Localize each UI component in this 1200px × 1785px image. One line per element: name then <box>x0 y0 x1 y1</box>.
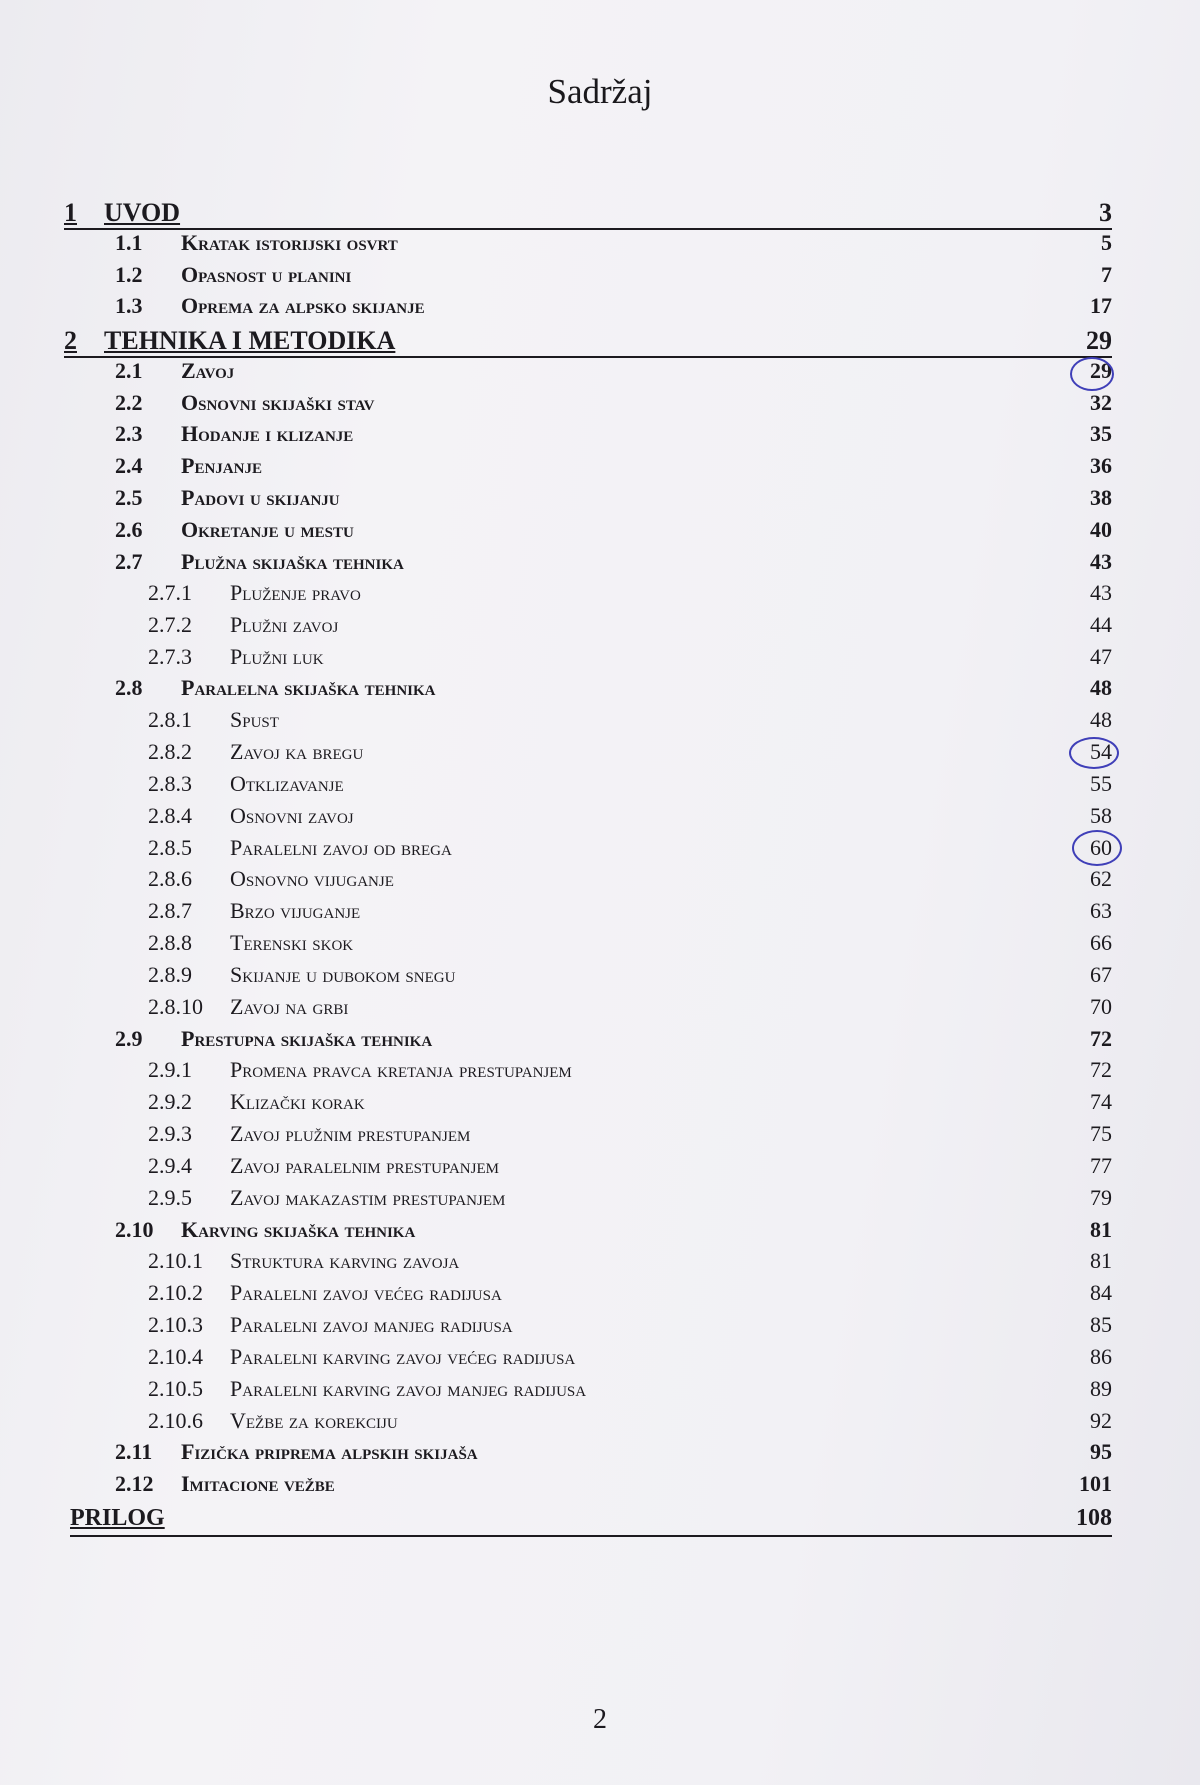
toc-section[interactable] <box>115 453 1112 483</box>
toc-section[interactable] <box>115 1026 1112 1056</box>
toc-title: Plužni zavoj <box>230 612 339 637</box>
toc-subsection[interactable] <box>148 1248 1112 1278</box>
toc-number: 2.8.10 <box>148 994 203 1019</box>
toc-title: Osnovno vijuganje <box>230 866 394 891</box>
toc-title: Kratak istorijski osvrt <box>181 230 398 255</box>
toc-number: 2.9.2 <box>148 1089 192 1114</box>
toc-page: 58 <box>1090 803 1112 828</box>
toc-subsection[interactable] <box>148 1312 1112 1342</box>
toc-number: 2.8.3 <box>148 771 192 796</box>
toc-number: 2.8.4 <box>148 803 192 828</box>
toc-page: 74 <box>1090 1089 1112 1114</box>
toc-title: Opasnost u planini <box>181 262 352 287</box>
toc-title: TEHNIKA I METODIKA <box>104 326 396 355</box>
toc-page: 29 <box>1090 358 1112 383</box>
toc-page: 67 <box>1090 962 1112 987</box>
toc-page: 66 <box>1090 930 1112 955</box>
toc-title: Okretanje u mestu <box>181 517 354 542</box>
toc-page: 95 <box>1090 1439 1112 1464</box>
toc-title: Struktura karving zavoja <box>230 1248 460 1273</box>
toc-page: 43 <box>1090 549 1112 574</box>
toc-page: 40 <box>1090 517 1112 542</box>
toc-page: 72 <box>1090 1057 1112 1082</box>
toc-title: Karving skijaška tehnika <box>181 1217 416 1242</box>
toc-section[interactable] <box>115 230 1112 260</box>
toc-subsection[interactable] <box>148 803 1112 833</box>
toc-subsection[interactable] <box>148 612 1112 642</box>
toc-subsection[interactable] <box>148 898 1112 928</box>
toc-section[interactable] <box>115 358 1112 388</box>
toc-title: Imitacione vežbe <box>181 1471 335 1496</box>
toc-subsection[interactable] <box>148 1121 1112 1151</box>
toc-page: 72 <box>1090 1026 1112 1051</box>
toc-title: Hodanje i klizanje <box>181 421 354 446</box>
toc-page: 44 <box>1090 612 1112 637</box>
toc-number: 1.2 <box>115 262 143 287</box>
toc-section[interactable] <box>115 421 1112 451</box>
toc-subsection[interactable] <box>148 771 1112 801</box>
toc-number: 2.8.2 <box>148 739 192 764</box>
toc-title: Skijanje u dubokom snegu <box>230 962 456 987</box>
toc-section[interactable] <box>115 1217 1112 1247</box>
toc-appendix[interactable] <box>70 1505 1112 1537</box>
toc-section[interactable] <box>115 390 1112 420</box>
toc-subsection[interactable] <box>148 1185 1112 1215</box>
toc-number: 2 <box>64 326 77 355</box>
toc-section[interactable] <box>115 1439 1112 1469</box>
toc-number: 2.9 <box>115 1026 143 1051</box>
toc-title: Paralelni zavoj od brega <box>230 835 452 860</box>
toc-number: 2.5 <box>115 485 143 510</box>
toc-number: 2.2 <box>115 390 143 415</box>
toc-title: Terenski skok <box>230 930 354 955</box>
toc-subsection[interactable] <box>148 1280 1112 1310</box>
toc-page: 89 <box>1090 1376 1112 1401</box>
toc-page: 48 <box>1090 675 1112 700</box>
toc-page: 5 <box>1101 230 1112 255</box>
toc-number: 2.6 <box>115 517 143 542</box>
toc-number: 2.10.4 <box>148 1344 203 1369</box>
toc-title: Vežbe za korekciju <box>230 1408 398 1433</box>
toc-title: Promena pravca kretanja prestupanjem <box>230 1057 572 1082</box>
toc-number: 2.9.3 <box>148 1121 192 1146</box>
toc-number: 2.8.6 <box>148 866 192 891</box>
toc-number: 2.8.9 <box>148 962 192 987</box>
toc-page: 38 <box>1090 485 1112 510</box>
toc-page: 32 <box>1090 390 1112 415</box>
toc-title: Spust <box>230 707 279 732</box>
toc-section[interactable] <box>115 1471 1112 1501</box>
toc-title: Padovi u skijanju <box>181 485 340 510</box>
toc-number: 2.12 <box>115 1471 154 1496</box>
toc-page: 3 <box>1099 198 1112 227</box>
toc-page: 81 <box>1090 1248 1112 1273</box>
toc-title: Zavoj <box>181 358 235 383</box>
toc-number: 1.1 <box>115 230 143 255</box>
toc-page: 7 <box>1101 262 1112 287</box>
toc-number: 2.10.5 <box>148 1376 203 1401</box>
toc-title: Fizička priprema alpskih skijaša <box>181 1439 478 1464</box>
toc-title: Penjanje <box>181 453 262 478</box>
toc-number: 2.8.8 <box>148 930 192 955</box>
toc-section[interactable] <box>115 262 1112 292</box>
toc-title: Paralelni zavoj većeg radijusa <box>230 1280 502 1305</box>
toc-subsection[interactable] <box>148 580 1112 610</box>
toc-title: Paralelna skijaška tehnika <box>181 675 436 700</box>
toc-page: 36 <box>1090 453 1112 478</box>
page-title: Sadržaj <box>547 72 653 111</box>
toc-page: 54 <box>1090 739 1112 764</box>
page-number: 2 <box>593 1704 607 1735</box>
toc-title: Plužna skijaška tehnika <box>181 549 404 574</box>
toc-title: Otklizavanje <box>230 771 344 796</box>
toc-page: 101 <box>1079 1471 1112 1496</box>
toc-page: 55 <box>1090 771 1112 796</box>
toc-title: Pluženje pravo <box>230 580 361 605</box>
toc-number: 2.11 <box>115 1439 153 1464</box>
toc-number: 2.10.3 <box>148 1312 203 1337</box>
toc-page: 17 <box>1090 293 1112 318</box>
toc-title: Plužni luk <box>230 644 324 669</box>
toc-page: 77 <box>1090 1153 1112 1178</box>
toc-section[interactable] <box>115 485 1112 515</box>
toc-number: 2.9.5 <box>148 1185 192 1210</box>
toc-number: 2.10.2 <box>148 1280 203 1305</box>
toc-page: 47 <box>1090 644 1112 669</box>
toc-number: 2.7.1 <box>148 580 192 605</box>
toc-subsection[interactable] <box>148 866 1112 896</box>
toc-title: Oprema za alpsko skijanje <box>181 293 425 318</box>
toc-page: 75 <box>1090 1121 1112 1146</box>
toc-page: 84 <box>1090 1280 1112 1305</box>
toc-page: 48 <box>1090 707 1112 732</box>
toc-title: Paralelni karving zavoj većeg radijusa <box>230 1344 576 1369</box>
toc-title: Zavoj na grbi <box>230 994 349 1019</box>
toc-number: 2.10.6 <box>148 1408 203 1433</box>
toc-title: Paralelni karving zavoj manjeg radijusa <box>230 1376 587 1401</box>
toc-title: Zavoj ka bregu <box>230 739 364 764</box>
toc-number: 2.9.1 <box>148 1057 192 1082</box>
toc-number: 2.9.4 <box>148 1153 192 1178</box>
toc-number: 2.8.5 <box>148 835 192 860</box>
toc-page: 62 <box>1090 866 1112 891</box>
toc-subsection[interactable] <box>148 1376 1112 1406</box>
toc-subsection[interactable] <box>148 994 1112 1024</box>
toc-subsection[interactable] <box>148 1057 1112 1087</box>
toc-subsection[interactable] <box>148 1089 1112 1119</box>
toc-number: 2.7.2 <box>148 612 192 637</box>
toc-title: Paralelni zavoj manjeg radijusa <box>230 1312 513 1337</box>
toc-number: 1.3 <box>115 293 143 318</box>
toc-page: 70 <box>1090 994 1112 1019</box>
toc-subsection[interactable] <box>148 739 1112 769</box>
toc-page: 35 <box>1090 421 1112 446</box>
toc-section[interactable] <box>115 675 1112 705</box>
toc-number: 2.7 <box>115 549 143 574</box>
toc-chapter[interactable] <box>64 326 1112 358</box>
toc-page: 92 <box>1090 1408 1112 1433</box>
toc-section[interactable] <box>115 549 1112 579</box>
toc-subsection[interactable] <box>148 1408 1112 1438</box>
toc-page: 81 <box>1090 1217 1112 1242</box>
toc-page: 43 <box>1090 580 1112 605</box>
toc-title: Zavoj plužnim prestupanjem <box>230 1121 471 1146</box>
toc-page: 63 <box>1090 898 1112 923</box>
toc-title: PRILOG <box>70 1505 165 1531</box>
toc-subsection[interactable] <box>148 707 1112 737</box>
toc-subsection[interactable] <box>148 1344 1112 1374</box>
toc-number: 2.3 <box>115 421 143 446</box>
toc-subsection[interactable] <box>148 962 1112 992</box>
toc-section[interactable] <box>115 293 1112 323</box>
toc-title: Klizački korak <box>230 1089 365 1114</box>
toc-number: 2.1 <box>115 358 143 383</box>
toc-subsection[interactable] <box>148 644 1112 674</box>
toc-page: 108 <box>1076 1505 1112 1531</box>
toc-number: 2.8.1 <box>148 707 192 732</box>
toc-title: Brzo vijuganje <box>230 898 361 923</box>
toc-page: 85 <box>1090 1312 1112 1337</box>
toc-number: 2.10 <box>115 1217 154 1242</box>
toc-section[interactable] <box>115 517 1112 547</box>
toc-number: 2.10.1 <box>148 1248 203 1273</box>
toc-title: Osnovni skijaški stav <box>181 390 375 415</box>
toc-page: 60 <box>1090 835 1112 860</box>
toc-number: 2.7.3 <box>148 644 192 669</box>
toc-title: Osnovni zavoj <box>230 803 354 828</box>
toc-page: 79 <box>1090 1185 1112 1210</box>
toc-subsection[interactable] <box>148 835 1112 865</box>
toc-page: 29 <box>1086 326 1112 355</box>
toc-number: 2.8 <box>115 675 143 700</box>
toc-title: UVOD <box>104 198 181 227</box>
toc-number: 1 <box>64 198 77 227</box>
toc-number: 2.8.7 <box>148 898 192 923</box>
toc-subsection[interactable] <box>148 1153 1112 1183</box>
toc-title: Zavoj paralelnim prestupanjem <box>230 1153 499 1178</box>
toc-number: 2.4 <box>115 453 143 478</box>
toc-chapter[interactable] <box>64 198 1112 230</box>
toc-page: 86 <box>1090 1344 1112 1369</box>
toc-subsection[interactable] <box>148 930 1112 960</box>
toc-title: Prestupna skijaška tehnika <box>181 1026 433 1051</box>
toc-title: Zavoj makazastim prestupanjem <box>230 1185 506 1210</box>
